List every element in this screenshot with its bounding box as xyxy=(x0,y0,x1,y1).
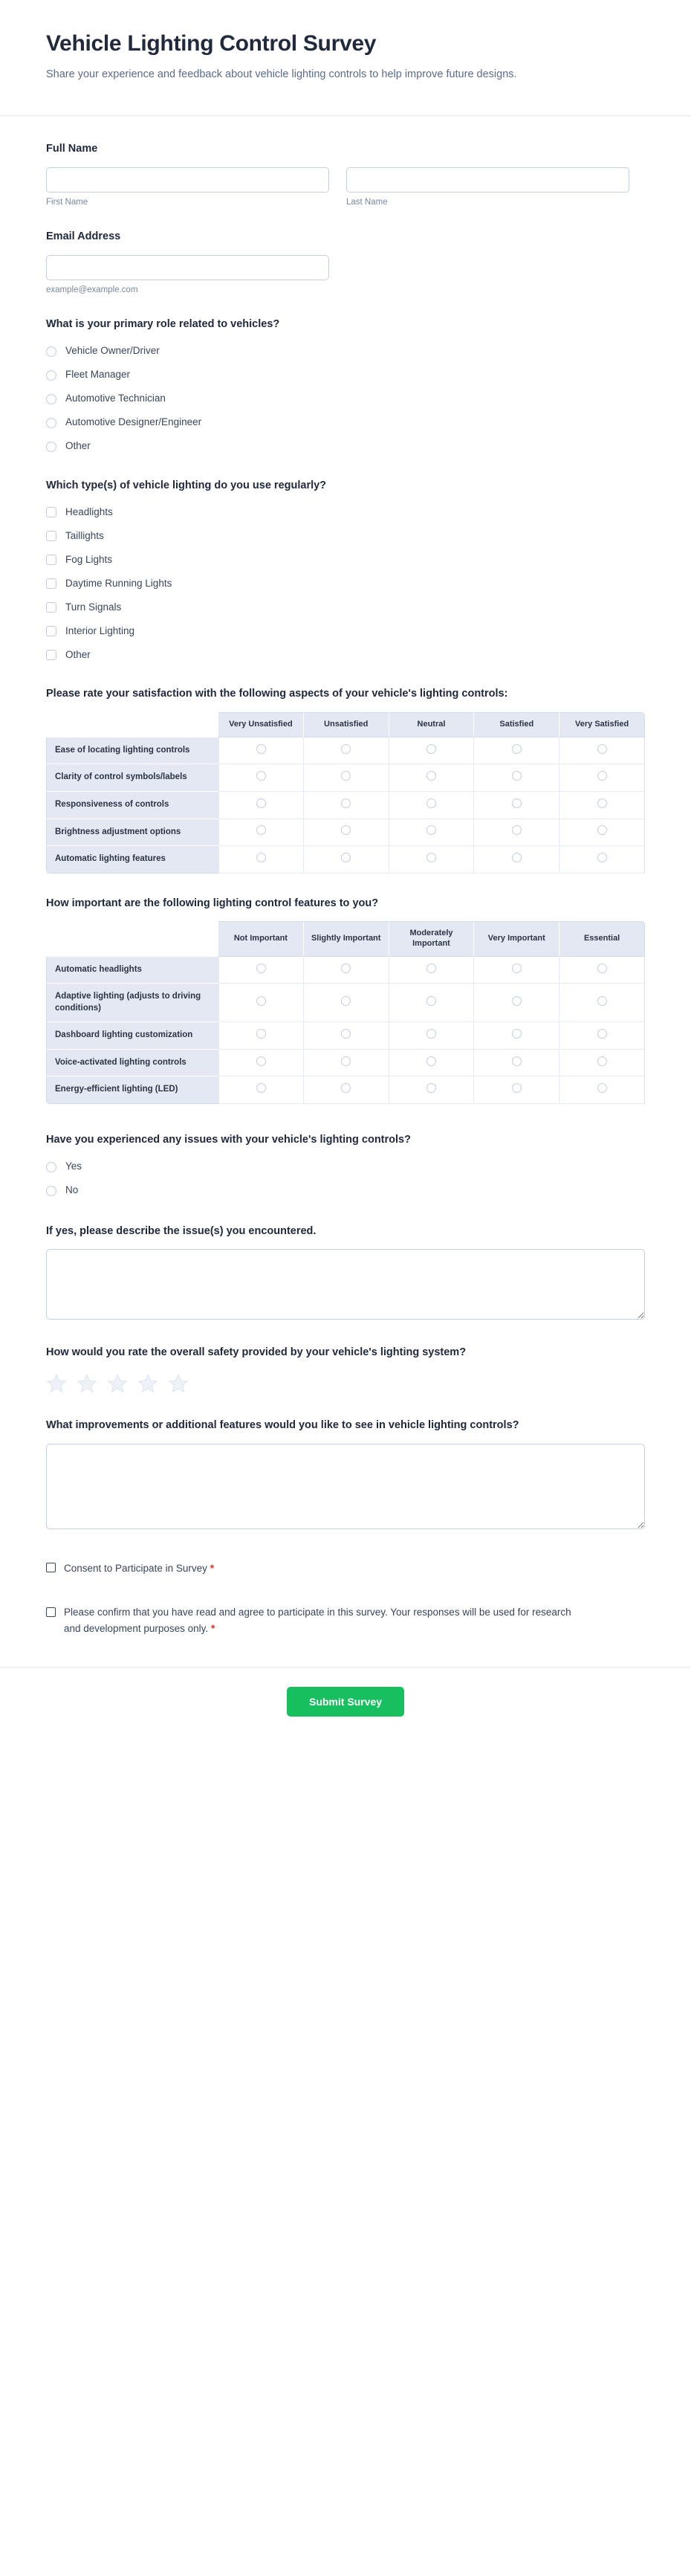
matrix-cell[interactable] xyxy=(389,792,475,819)
field-primary-role xyxy=(46,317,645,456)
matrix-row-header: Ease of locating lighting controls xyxy=(46,737,218,765)
matrix-row xyxy=(46,1076,645,1104)
radio-option-fleet-manager[interactable] xyxy=(46,367,645,384)
radio-icon[interactable] xyxy=(46,394,56,404)
checkbox-option-label: Fog Lights xyxy=(65,554,113,566)
matrix-cell[interactable] xyxy=(389,984,475,1022)
matrix-cell[interactable] xyxy=(218,819,304,847)
first-name-input[interactable] xyxy=(46,167,329,193)
consent-short-row[interactable] xyxy=(46,1560,645,1577)
star-icon[interactable] xyxy=(77,1373,97,1394)
matrix-row-header: Automatic lighting features xyxy=(46,846,218,874)
field-lighting-types xyxy=(46,478,645,665)
matrix-cell[interactable] xyxy=(218,984,304,1022)
radio-icon[interactable] xyxy=(341,1029,351,1039)
matrix-corner-cell xyxy=(46,712,218,737)
radio-icon[interactable] xyxy=(256,1056,266,1066)
matrix-column-header: Not Important xyxy=(218,921,304,957)
improvements-label: What improvements or additional features would you like to see in vehicle lighting controls? xyxy=(46,1419,519,1432)
field-experienced-issues xyxy=(46,1132,645,1200)
form-header xyxy=(0,0,691,116)
matrix-column-header: Moderately Important xyxy=(389,921,475,957)
radio-icon[interactable] xyxy=(597,744,607,754)
matrix-cell[interactable] xyxy=(474,1022,559,1050)
matrix-cell[interactable] xyxy=(389,1050,475,1077)
first-name-column xyxy=(46,167,329,207)
radio-icon[interactable] xyxy=(597,1029,607,1039)
radio-icon[interactable] xyxy=(341,771,351,781)
matrix-row xyxy=(46,846,645,874)
matrix-row-header: Adaptive lighting (adjusts to driving conditions) xyxy=(46,984,218,1022)
email-label: Email Address xyxy=(46,230,121,243)
last-name-input[interactable] xyxy=(346,167,629,193)
issue-description-textarea[interactable] xyxy=(46,1249,645,1320)
matrix-row xyxy=(46,1022,645,1050)
matrix-cell[interactable] xyxy=(304,792,389,819)
radio-icon[interactable] xyxy=(597,996,607,1006)
field-full-name xyxy=(46,141,645,207)
radio-icon[interactable] xyxy=(512,1029,522,1039)
matrix-cell[interactable] xyxy=(559,957,645,984)
checkbox-option-interior-lighting[interactable] xyxy=(46,622,645,640)
checkbox-icon[interactable] xyxy=(46,555,56,565)
radio-icon[interactable] xyxy=(46,442,56,452)
checkbox-option-taillights[interactable] xyxy=(46,527,645,545)
required-marker-icon: * xyxy=(210,1621,215,1634)
checkbox-option-headlights[interactable] xyxy=(46,503,645,521)
matrix-column-header: Slightly Important xyxy=(304,921,389,957)
matrix-cell[interactable] xyxy=(559,792,645,819)
radio-icon[interactable] xyxy=(426,1083,436,1093)
checkbox-option-label: Other xyxy=(65,649,91,661)
experienced-issues-label: Have you experienced any issues with your vehicle's lighting controls? xyxy=(46,1133,411,1146)
primary-role-options xyxy=(46,343,645,456)
matrix-cell[interactable] xyxy=(474,846,559,874)
checkbox-icon[interactable] xyxy=(46,578,56,589)
matrix-cell[interactable] xyxy=(559,764,645,792)
matrix-cell[interactable] xyxy=(304,764,389,792)
page-title: Vehicle Lighting Control Survey xyxy=(46,31,377,56)
matrix-row-header: Voice-activated lighting controls xyxy=(46,1050,218,1077)
matrix-header-row xyxy=(46,712,645,737)
matrix-row-header: Brightness adjustment options xyxy=(46,819,218,847)
email-column xyxy=(46,255,329,294)
consent-long-row[interactable] xyxy=(46,1605,645,1637)
radio-icon[interactable] xyxy=(512,963,522,973)
matrix-cell[interactable] xyxy=(389,957,475,984)
matrix-row xyxy=(46,1050,645,1077)
matrix-row xyxy=(46,764,645,792)
star-icon[interactable] xyxy=(137,1373,158,1394)
radio-icon[interactable] xyxy=(597,1083,607,1093)
matrix-row-header: Dashboard lighting customization xyxy=(46,1022,218,1050)
matrix-row xyxy=(46,737,645,765)
consent-long-label: Please confirm that you have read and agree to participate in this survey. Your responses will be used for research and development purposes only. xyxy=(64,1606,571,1634)
matrix-column-header: Satisfied xyxy=(474,712,559,737)
matrix-cell[interactable] xyxy=(389,1022,475,1050)
matrix-row xyxy=(46,792,645,819)
matrix-cell[interactable] xyxy=(474,819,559,847)
matrix-row xyxy=(46,957,645,984)
matrix-row xyxy=(46,984,645,1022)
checkbox-option-label: Turn Signals xyxy=(65,601,122,613)
matrix-cell[interactable] xyxy=(389,846,475,874)
matrix-cell[interactable] xyxy=(304,737,389,765)
radio-icon[interactable] xyxy=(597,1056,607,1066)
radio-option-label: Vehicle Owner/Driver xyxy=(65,345,160,357)
matrix-column-header: Very Important xyxy=(474,921,559,957)
checkbox-option-label: Headlights xyxy=(65,506,113,518)
checkbox-icon[interactable] xyxy=(46,626,56,636)
full-name-label: Full Name xyxy=(46,143,98,155)
matrix-cell[interactable] xyxy=(559,846,645,874)
radio-icon[interactable] xyxy=(341,744,351,754)
satisfaction-matrix-label: Please rate your satisfaction with the following aspects of your vehicle's lighting controls: xyxy=(46,688,508,700)
matrix-cell[interactable] xyxy=(474,764,559,792)
matrix-column-header: Neutral xyxy=(389,712,475,737)
matrix-cell[interactable] xyxy=(559,984,645,1022)
satisfaction-matrix-wrapper xyxy=(46,712,645,873)
radio-option-label: Yes xyxy=(65,1161,82,1172)
matrix-cell[interactable] xyxy=(474,1050,559,1077)
experienced-issues-options xyxy=(46,1158,645,1200)
checkbox-option-daytime-running-lights[interactable] xyxy=(46,575,645,593)
radio-icon[interactable] xyxy=(426,744,436,754)
field-consent-long xyxy=(46,1605,645,1667)
matrix-cell[interactable] xyxy=(218,737,304,765)
radio-icon[interactable] xyxy=(341,963,351,973)
checkbox-option-label: Daytime Running Lights xyxy=(65,578,172,590)
radio-icon[interactable] xyxy=(426,853,436,862)
radio-icon[interactable] xyxy=(597,825,607,835)
radio-icon[interactable] xyxy=(256,825,266,835)
radio-icon[interactable] xyxy=(256,1029,266,1039)
importance-matrix-wrapper xyxy=(46,921,645,1104)
matrix-row xyxy=(46,819,645,847)
radio-icon[interactable] xyxy=(512,1083,522,1093)
email-hint: example@example.com xyxy=(46,285,138,294)
radio-icon[interactable] xyxy=(256,996,266,1006)
matrix-cell[interactable] xyxy=(218,764,304,792)
radio-icon[interactable] xyxy=(256,853,266,862)
matrix-column-header: Unsatisfied xyxy=(304,712,389,737)
checkbox-option-fog-lights[interactable] xyxy=(46,551,645,569)
radio-icon[interactable] xyxy=(46,418,56,428)
checkbox-icon[interactable] xyxy=(46,650,56,660)
star-icon[interactable] xyxy=(107,1373,128,1394)
radio-icon[interactable] xyxy=(256,798,266,808)
page-subtitle: Share your experience and feedback about vehicle lighting controls to help improve future designs. xyxy=(46,68,517,80)
checkbox-option-other[interactable] xyxy=(46,646,645,664)
matrix-cell[interactable] xyxy=(389,764,475,792)
matrix-row-header: Clarity of control symbols/labels xyxy=(46,764,218,792)
radio-option-label: No xyxy=(65,1184,79,1196)
matrix-corner-cell xyxy=(46,921,218,957)
importance-matrix-table xyxy=(46,921,645,1104)
checkbox-icon[interactable] xyxy=(46,531,56,541)
form-body xyxy=(0,116,691,1666)
checkbox-icon[interactable] xyxy=(46,1607,56,1617)
checkbox-option-turn-signals[interactable] xyxy=(46,598,645,616)
radio-option-no[interactable] xyxy=(46,1182,645,1200)
matrix-header-row xyxy=(46,921,645,957)
matrix-cell[interactable] xyxy=(389,819,475,847)
submit-survey-button[interactable]: Submit Survey xyxy=(287,1687,404,1717)
field-email xyxy=(46,229,645,294)
checkbox-icon[interactable] xyxy=(46,507,56,517)
radio-icon[interactable] xyxy=(256,771,266,781)
radio-option-automotive-designer[interactable] xyxy=(46,414,645,432)
field-safety-rating xyxy=(46,1345,645,1394)
radio-icon[interactable] xyxy=(256,744,266,754)
radio-icon[interactable] xyxy=(426,1056,436,1066)
star-rating-group[interactable] xyxy=(46,1371,645,1394)
matrix-cell[interactable] xyxy=(559,1050,645,1077)
lighting-types-options xyxy=(46,503,645,664)
satisfaction-matrix-table xyxy=(46,712,645,873)
radio-icon[interactable] xyxy=(341,825,351,835)
email-input[interactable] xyxy=(46,255,329,280)
lighting-types-label: Which type(s) of vehicle lighting do you use regularly? xyxy=(46,479,327,491)
matrix-cell[interactable] xyxy=(559,819,645,847)
radio-icon[interactable] xyxy=(597,853,607,862)
matrix-cell[interactable] xyxy=(304,846,389,874)
radio-icon[interactable] xyxy=(256,1083,266,1093)
improvements-textarea[interactable] xyxy=(46,1444,645,1529)
matrix-cell[interactable] xyxy=(304,957,389,984)
radio-option-other[interactable] xyxy=(46,438,645,456)
radio-icon[interactable] xyxy=(426,1029,436,1039)
radio-icon[interactable] xyxy=(46,1186,56,1196)
radio-option-yes[interactable] xyxy=(46,1158,645,1176)
matrix-cell[interactable] xyxy=(389,1076,475,1104)
field-issue-description xyxy=(46,1224,645,1320)
radio-option-automotive-technician[interactable] xyxy=(46,390,645,408)
radio-icon[interactable] xyxy=(512,771,522,781)
radio-icon[interactable] xyxy=(512,996,522,1006)
matrix-cell[interactable] xyxy=(218,1050,304,1077)
matrix-cell[interactable] xyxy=(474,957,559,984)
matrix-cell[interactable] xyxy=(218,792,304,819)
checkbox-option-label: Taillights xyxy=(65,530,104,542)
importance-matrix-label: How important are the following lighting control features to you? xyxy=(46,897,379,909)
radio-option-label: Other xyxy=(65,440,91,452)
checkbox-icon[interactable] xyxy=(46,602,56,613)
radio-option-label: Fleet Manager xyxy=(65,369,131,381)
radio-icon[interactable] xyxy=(46,370,56,381)
radio-icon[interactable] xyxy=(512,1056,522,1066)
radio-icon[interactable] xyxy=(597,771,607,781)
field-consent-short xyxy=(46,1560,645,1577)
radio-icon[interactable] xyxy=(341,853,351,862)
matrix-row-header: Automatic headlights xyxy=(46,957,218,984)
radio-icon[interactable] xyxy=(426,798,436,808)
primary-role-label: What is your primary role related to vehicles? xyxy=(46,317,280,330)
matrix-cell[interactable] xyxy=(218,1076,304,1104)
matrix-cell[interactable] xyxy=(559,1076,645,1104)
checkbox-option-label: Interior Lighting xyxy=(65,625,135,637)
matrix-column-header: Very Satisfied xyxy=(559,712,645,737)
required-marker-icon: * xyxy=(210,1561,215,1574)
matrix-cell[interactable] xyxy=(559,737,645,765)
radio-icon[interactable] xyxy=(512,853,522,862)
safety-rating-label: How would you rate the overall safety provided by your vehicle's lighting system? xyxy=(46,1346,467,1359)
matrix-cell[interactable] xyxy=(304,1050,389,1077)
matrix-cell[interactable] xyxy=(389,737,475,765)
matrix-cell[interactable] xyxy=(304,1022,389,1050)
form-footer xyxy=(0,1667,691,1745)
matrix-column-header: Very Unsatisfied xyxy=(218,712,304,737)
issue-description-label: If yes, please describe the issue(s) you encountered. xyxy=(46,1224,317,1237)
matrix-cell[interactable] xyxy=(474,1076,559,1104)
radio-icon[interactable] xyxy=(512,825,522,835)
matrix-cell[interactable] xyxy=(304,1076,389,1104)
matrix-cell[interactable] xyxy=(218,1022,304,1050)
matrix-cell[interactable] xyxy=(474,737,559,765)
radio-icon[interactable] xyxy=(341,1083,351,1093)
radio-icon[interactable] xyxy=(256,963,266,973)
radio-icon[interactable] xyxy=(426,825,436,835)
matrix-cell[interactable] xyxy=(474,984,559,1022)
matrix-cell[interactable] xyxy=(218,846,304,874)
last-name-column xyxy=(346,167,629,207)
radio-icon[interactable] xyxy=(46,1162,56,1172)
radio-option-label: Automotive Designer/Engineer xyxy=(65,416,202,428)
radio-icon[interactable] xyxy=(341,798,351,808)
radio-icon[interactable] xyxy=(426,963,436,973)
radio-option-vehicle-owner[interactable] xyxy=(46,343,645,361)
matrix-row-header: Energy-efficient lighting (LED) xyxy=(46,1076,218,1104)
consent-short-label: Consent to Participate in Survey xyxy=(64,1562,207,1574)
radio-icon[interactable] xyxy=(426,996,436,1006)
matrix-column-header: Essential xyxy=(559,921,645,957)
first-name-hint: First Name xyxy=(46,198,88,207)
radio-icon[interactable] xyxy=(597,798,607,808)
radio-icon[interactable] xyxy=(426,771,436,781)
matrix-cell[interactable] xyxy=(304,984,389,1022)
radio-icon[interactable] xyxy=(597,963,607,973)
matrix-cell[interactable] xyxy=(304,819,389,847)
radio-icon[interactable] xyxy=(341,996,351,1006)
last-name-hint: Last Name xyxy=(346,198,388,207)
radio-icon[interactable] xyxy=(512,798,522,808)
radio-icon[interactable] xyxy=(46,346,56,357)
star-icon[interactable] xyxy=(46,1373,67,1394)
matrix-cell[interactable] xyxy=(559,1022,645,1050)
matrix-row-header: Responsiveness of controls xyxy=(46,792,218,819)
matrix-cell[interactable] xyxy=(474,792,559,819)
checkbox-icon[interactable] xyxy=(46,1563,56,1572)
radio-option-label: Automotive Technician xyxy=(65,393,166,404)
field-improvements xyxy=(46,1418,645,1529)
radio-icon[interactable] xyxy=(512,744,522,754)
radio-icon[interactable] xyxy=(341,1056,351,1066)
field-importance-matrix xyxy=(46,896,645,1104)
star-icon[interactable] xyxy=(168,1373,189,1394)
full-name-row xyxy=(46,167,645,207)
matrix-cell[interactable] xyxy=(218,957,304,984)
field-satisfaction-matrix xyxy=(46,686,645,873)
